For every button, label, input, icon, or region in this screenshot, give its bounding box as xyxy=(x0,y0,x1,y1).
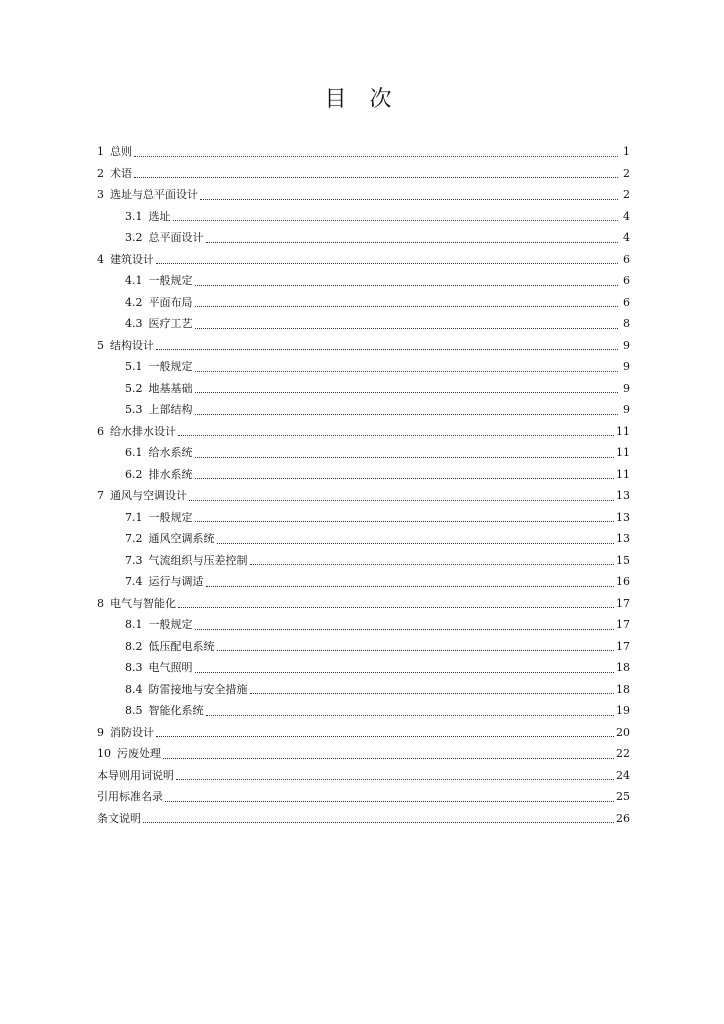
toc-entry-title: 排水系统 xyxy=(148,467,193,481)
dot-leader xyxy=(134,176,618,178)
toc-entry-title: 通风与空调设计 xyxy=(110,489,187,502)
toc-entry-number: 8.1 xyxy=(125,618,143,631)
dot-leader xyxy=(178,434,614,436)
toc-entry[interactable] xyxy=(97,722,630,744)
toc-entry-page-number: 6 xyxy=(623,252,630,266)
toc-entry[interactable] xyxy=(97,765,630,787)
toc-entry-title: 总则 xyxy=(110,145,132,158)
toc-entry-number: 8.4 xyxy=(125,682,143,696)
dot-leader xyxy=(134,155,618,157)
toc-entry-title: 消防设计 xyxy=(110,725,154,739)
toc-entry-title: 给水系统 xyxy=(148,446,193,459)
dot-leader xyxy=(195,520,615,522)
toc-entry-page-number: 20 xyxy=(616,725,630,739)
toc-entry-page-number: 13 xyxy=(616,510,630,524)
toc-entry[interactable] xyxy=(97,227,630,249)
dot-leader xyxy=(156,348,618,350)
toc-entry-number: 5.2 xyxy=(125,381,143,395)
dot-leader xyxy=(200,198,618,200)
toc-entry-number: 4.1 xyxy=(125,274,143,287)
toc-entry-number: 6.2 xyxy=(125,467,143,481)
dot-leader xyxy=(206,241,619,243)
toc-entry[interactable] xyxy=(97,141,630,163)
toc-entry-title: 术语 xyxy=(110,166,132,180)
dot-leader xyxy=(163,757,614,759)
toc-entry[interactable] xyxy=(97,743,630,765)
toc-entry-title: 电气照明 xyxy=(148,661,193,674)
toc-entry-number: 6 xyxy=(97,424,104,438)
toc-entry[interactable] xyxy=(97,442,630,464)
dot-leader xyxy=(189,499,614,501)
toc-entry-title: 防雷接地与安全措施 xyxy=(148,682,248,696)
toc-entry-page-number: 1 xyxy=(623,145,630,158)
toc-entry-number: 10 xyxy=(97,747,111,760)
toc-entry-number: 5.3 xyxy=(125,403,143,416)
toc-entry-page-number: 13 xyxy=(616,489,630,502)
dot-leader xyxy=(173,219,619,221)
toc-entry-title: 条文说明 xyxy=(97,811,141,825)
toc-entry[interactable] xyxy=(97,485,630,507)
dot-leader xyxy=(250,692,615,694)
toc-entry[interactable] xyxy=(97,378,630,400)
toc-entry-number: 1 xyxy=(97,145,104,158)
toc-entry-title: 结构设计 xyxy=(110,338,154,352)
toc-entry-page-number: 17 xyxy=(616,596,630,610)
toc-entry[interactable] xyxy=(97,335,630,357)
dot-leader xyxy=(176,778,614,780)
toc-entry[interactable] xyxy=(97,421,630,443)
toc-entry-number: 3.1 xyxy=(125,209,143,223)
toc-entry[interactable] xyxy=(97,700,630,722)
toc-entry-page-number: 17 xyxy=(616,618,630,631)
toc-entry-number: 5 xyxy=(97,338,104,352)
toc-entry-page-number: 26 xyxy=(616,811,630,825)
toc-entry-page-number: 19 xyxy=(616,704,630,717)
dot-leader xyxy=(143,821,614,823)
toc-entry-number: 7.4 xyxy=(125,575,143,588)
toc-entry-page-number: 4 xyxy=(623,209,630,223)
toc-entry-number: 4.2 xyxy=(125,295,143,309)
dot-leader xyxy=(206,585,615,587)
dot-leader xyxy=(206,714,615,716)
toc-entry-number: 8.3 xyxy=(125,661,143,674)
toc-entry-page-number: 15 xyxy=(616,553,630,567)
toc-entry-title: 本导则用词说明 xyxy=(97,768,174,782)
toc-entry[interactable] xyxy=(97,657,630,679)
dot-leader xyxy=(195,391,619,393)
toc-entry-title: 电气与智能化 xyxy=(110,596,176,610)
toc-entry-title: 一般规定 xyxy=(148,510,193,524)
toc-entry[interactable] xyxy=(97,356,630,378)
toc-entry-number: 4.3 xyxy=(125,317,143,330)
toc-entry-title: 引用标准名录 xyxy=(97,790,163,803)
toc-entry-page-number: 4 xyxy=(623,231,630,244)
toc-entry-title: 上部结构 xyxy=(148,403,193,416)
toc-entry-number: 3.2 xyxy=(125,231,143,244)
toc-entry[interactable] xyxy=(97,184,630,206)
toc-entry-title: 运行与调适 xyxy=(148,575,204,588)
toc-entry[interactable] xyxy=(97,163,630,185)
toc-entry[interactable] xyxy=(97,270,630,292)
toc-entry-page-number: 18 xyxy=(616,661,630,674)
toc-entry-title: 一般规定 xyxy=(148,618,193,631)
dot-leader xyxy=(195,456,615,458)
toc-entry[interactable] xyxy=(97,786,630,808)
toc-entry-number: 7.2 xyxy=(125,532,143,545)
toc-entry[interactable] xyxy=(97,808,630,830)
toc-entry-number: 9 xyxy=(97,725,104,739)
toc-entry-page-number: 11 xyxy=(616,446,630,459)
dot-leader xyxy=(195,284,619,286)
toc-entry[interactable] xyxy=(97,636,630,658)
toc-entry-page-number: 8 xyxy=(623,317,630,330)
toc-entry[interactable] xyxy=(97,528,630,550)
toc-entry-title: 一般规定 xyxy=(148,274,193,287)
dot-leader xyxy=(156,262,618,264)
toc-entry-page-number: 25 xyxy=(616,790,630,803)
toc-entry-title: 医疗工艺 xyxy=(148,317,193,330)
toc-entry-title: 气流组织与压差控制 xyxy=(148,553,248,567)
toc-entry[interactable] xyxy=(97,249,630,271)
table-of-contents xyxy=(97,141,630,829)
toc-entry[interactable] xyxy=(97,507,630,529)
toc-entry[interactable] xyxy=(97,550,630,572)
toc-entry-page-number: 11 xyxy=(616,424,630,438)
toc-entry-title: 低压配电系统 xyxy=(148,639,215,653)
toc-entry-page-number: 13 xyxy=(616,532,630,545)
toc-entry[interactable] xyxy=(97,206,630,228)
dot-leader xyxy=(156,735,614,737)
toc-entry-title: 地基基础 xyxy=(148,381,193,395)
dot-leader xyxy=(195,671,615,673)
dot-leader xyxy=(195,413,619,415)
toc-entry[interactable] xyxy=(97,313,630,335)
dot-leader xyxy=(195,370,619,372)
toc-entry-number: 7.3 xyxy=(125,553,143,567)
toc-entry-title: 建筑设计 xyxy=(110,252,154,266)
toc-entry-title: 选址 xyxy=(148,209,171,223)
toc-entry-number: 4 xyxy=(97,252,104,266)
toc-entry-page-number: 9 xyxy=(623,403,630,416)
toc-entry-page-number: 2 xyxy=(623,188,630,201)
toc-entry-page-number: 9 xyxy=(623,360,630,373)
toc-entry-page-number: 9 xyxy=(623,338,630,352)
toc-entry-page-number: 18 xyxy=(616,682,630,696)
toc-entry-page-number: 22 xyxy=(616,747,630,760)
dot-leader xyxy=(250,563,615,565)
dot-leader xyxy=(195,477,615,479)
toc-entry-page-number: 16 xyxy=(616,575,630,588)
toc-entry[interactable] xyxy=(97,679,630,701)
toc-entry-title: 总平面设计 xyxy=(148,231,204,244)
toc-entry-number: 3 xyxy=(97,188,104,201)
toc-entry-number: 8 xyxy=(97,596,104,610)
dot-leader xyxy=(217,542,615,544)
toc-entry[interactable] xyxy=(97,292,630,314)
dot-leader xyxy=(217,649,615,651)
toc-entry-number: 8.2 xyxy=(125,639,143,653)
dot-leader xyxy=(195,327,619,329)
toc-entry[interactable] xyxy=(97,399,630,421)
toc-entry-title: 一般规定 xyxy=(148,360,193,373)
toc-entry-number: 7.1 xyxy=(125,510,143,524)
toc-entry-page-number: 17 xyxy=(616,639,630,653)
toc-entry-page-number: 2 xyxy=(623,166,630,180)
dot-leader xyxy=(195,305,619,307)
toc-entry-number: 6.1 xyxy=(125,446,143,459)
toc-entry-title: 选址与总平面设计 xyxy=(110,188,198,201)
toc-entry[interactable] xyxy=(97,571,630,593)
toc-entry[interactable] xyxy=(97,593,630,615)
page-title: 目 次 xyxy=(324,87,400,112)
toc-entry[interactable] xyxy=(97,464,630,486)
toc-entry-number: 8.5 xyxy=(125,704,143,717)
toc-entry-title: 通风空调系统 xyxy=(148,532,215,545)
toc-entry-page-number: 6 xyxy=(623,295,630,309)
dot-leader xyxy=(195,628,615,630)
toc-entry-title: 给水排水设计 xyxy=(110,424,176,438)
toc-entry-number: 2 xyxy=(97,166,104,180)
toc-entry-page-number: 6 xyxy=(623,274,630,287)
toc-entry-title: 平面布局 xyxy=(148,295,193,309)
dot-leader xyxy=(165,800,614,802)
toc-entry-number: 5.1 xyxy=(125,360,143,373)
toc-entry-page-number: 11 xyxy=(616,467,630,481)
toc-entry-number: 7 xyxy=(97,489,104,502)
toc-entry-page-number: 24 xyxy=(616,768,630,782)
toc-entry-title: 智能化系统 xyxy=(148,704,204,717)
toc-entry-page-number: 9 xyxy=(623,381,630,395)
toc-entry[interactable] xyxy=(97,614,630,636)
toc-entry-title: 污废处理 xyxy=(117,747,161,760)
dot-leader xyxy=(178,606,614,608)
